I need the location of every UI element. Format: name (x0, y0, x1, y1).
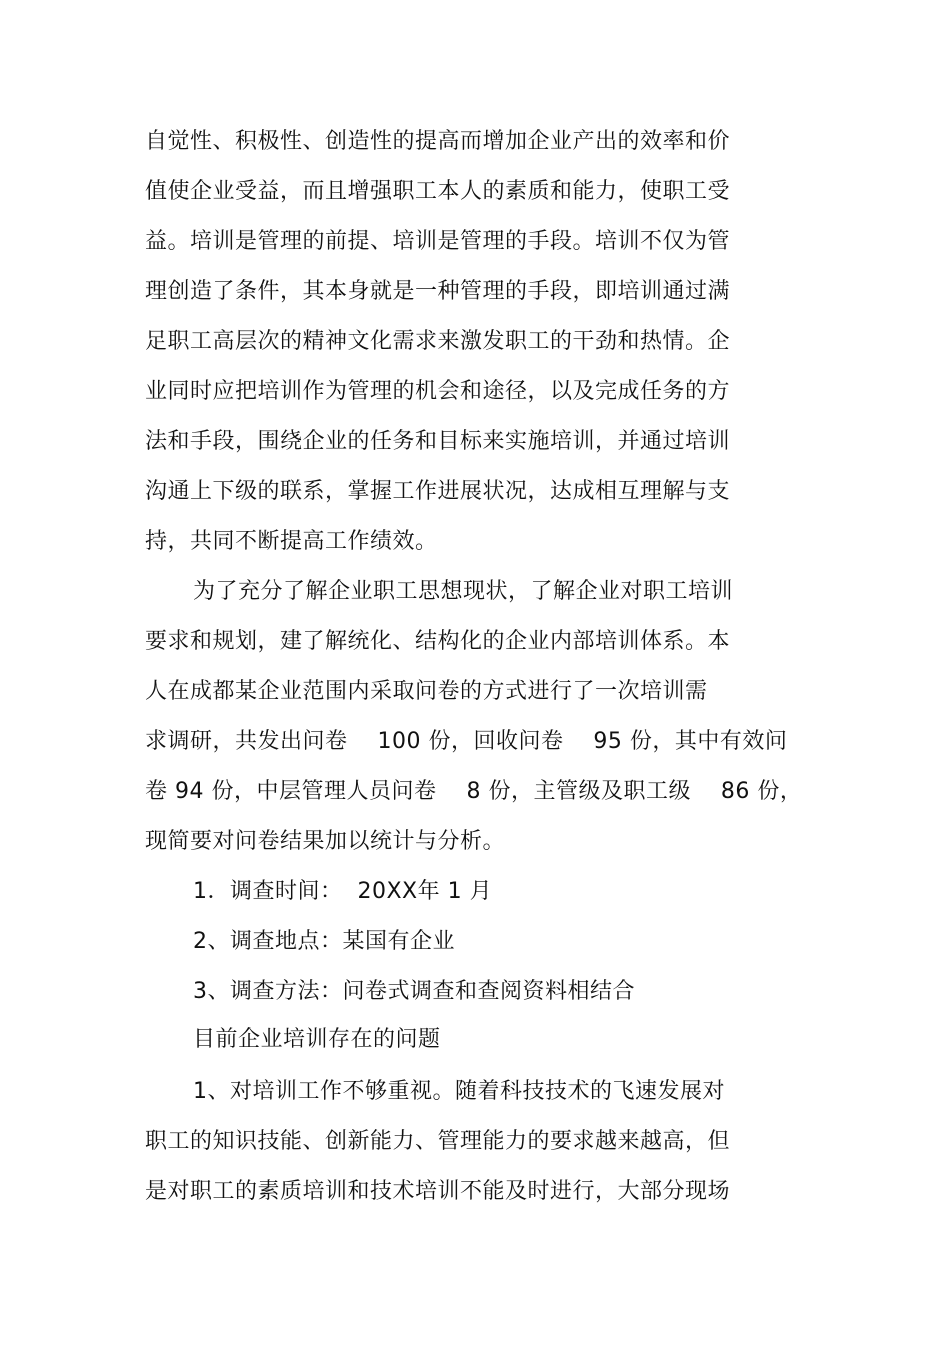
paragraph-line: 职工的知识技能、创新能力、管理能力的要求越来越高，但 (145, 1129, 731, 1154)
paragraph-line: 沟通上下级的联系，掌握工作进展状况，达成相互理解与支 (145, 479, 731, 504)
survey-time-item: 1．调查时间： 20XX年 1 月 (193, 879, 493, 904)
paragraph-line: 业同时应把培训作为管理的机会和途径，以及完成任务的方 (145, 379, 731, 404)
paragraph-line: 理创造了条件，其本身就是一种管理的手段，即培训通过满 (145, 279, 731, 304)
paragraph-line: 求调研，共发出问卷 100 份，回收问卷 95 份，其中有效问 (145, 729, 788, 754)
paragraph-line: 卷 94 份，中层管理人员问卷 8 份，主管级及职工级 86 份， (145, 779, 803, 804)
paragraph-line: 持，共同不断提高工作绩效。 (145, 529, 438, 554)
paragraph-line: 是对职工的素质培训和技术培训不能及时进行，大部分现场 (145, 1179, 731, 1204)
paragraph-line: 足职工高层次的精神文化需求来激发职工的干劲和热情。企 (145, 329, 731, 354)
paragraph-line: 值使企业受益，而且增强职工本人的素质和能力，使职工受 (145, 179, 731, 204)
paragraph-line: 要求和规划，建了解统化、结构化的企业内部培训体系。本 (145, 629, 731, 654)
paragraph-line: 人在成都某企业范围内采取问卷的方式进行了一次培训需 (145, 679, 708, 704)
survey-location-item: 2、调查地点：某国有企业 (193, 929, 455, 954)
paragraph-line: 自觉性、积极性、创造性的提高而增加企业产出的效率和价 (145, 129, 731, 154)
paragraph-line: 1、对培训工作不够重视。随着科技技术的飞速发展对 (193, 1079, 725, 1104)
paragraph-line: 益。培训是管理的前提、培训是管理的手段。培训不仅为管 (145, 229, 731, 254)
paragraph-line: 现简要对问卷结果加以统计与分析。 (145, 829, 506, 854)
paragraph-line: 为了充分了解企业职工思想现状，了解企业对职工培训 (193, 579, 734, 604)
paragraph-line: 法和手段，围绕企业的任务和目标来实施培训，并通过培训 (145, 429, 731, 454)
section-heading: 目前企业培训存在的问题 (193, 1027, 441, 1052)
survey-method-item: 3、调查方法：问卷式调查和查阅资料相结合 (193, 979, 635, 1004)
